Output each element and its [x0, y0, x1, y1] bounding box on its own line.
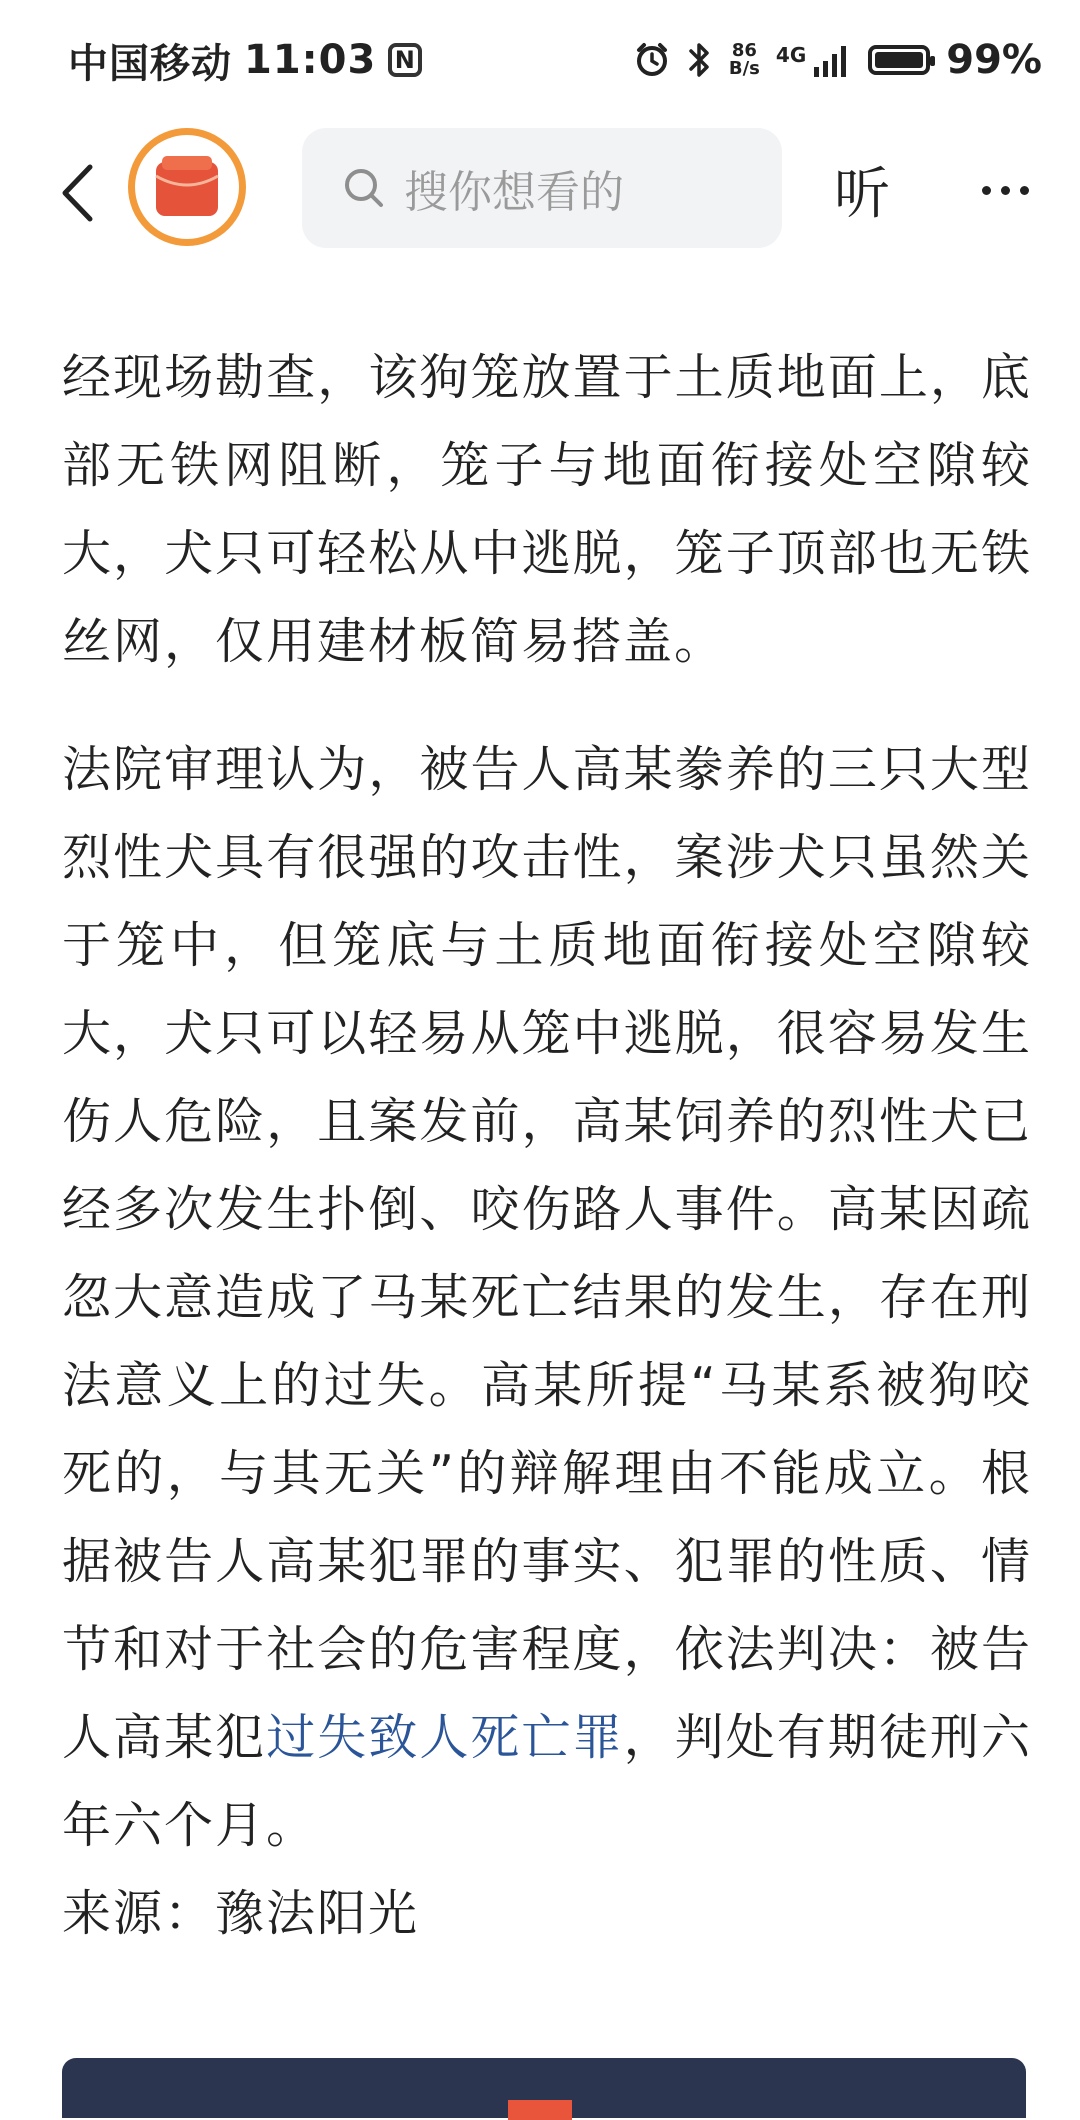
- article-paragraph: [62, 726, 1032, 1870]
- clock-time: 11:03: [244, 37, 377, 83]
- battery-icon: [868, 45, 930, 75]
- article-source: 来源：豫法阳光: [62, 1885, 420, 1942]
- card-tag: [508, 2100, 572, 2120]
- battery-percent: 99%: [946, 37, 1042, 83]
- crime-link[interactable]: 过失致人死亡罪: [266, 1709, 624, 1766]
- nfc-icon: N: [388, 43, 422, 77]
- listen-button[interactable]: 听: [834, 162, 890, 227]
- carrier-name: 中国移动: [68, 40, 232, 87]
- search-input[interactable]: [302, 128, 782, 248]
- status-left: [68, 32, 422, 89]
- search-icon: [342, 166, 386, 210]
- signal-icon: [776, 43, 852, 77]
- paragraph-text: 法院审理认为，被告人高某豢养的三只大型烈性犬具有很强的攻击性，案涉犬只虽然关于笼中，但笼底与土质地面衔接处空隙较大，犬只可以轻易从笼中逃脱，很容易发生伤人危险，且案发前，高某饲养的烈性犬已经多次发生扑倒、咬伤路人事件。高某因疏忽大意造成了马某死亡结果的发生，存在刑法意义上的过失。高某所提“马某系被狗咬死的，与其无关”的辩解理由不能成立。根据被告人高某犯罪的事实、犯罪的性质、情节和对于社会的危害程度，依法判决：被告人高某犯: [62, 741, 1032, 1766]
- network-speed-unit: B/s: [728, 58, 760, 79]
- alarm-icon: [633, 41, 671, 79]
- article-body: [62, 334, 1032, 1958]
- app-header: [0, 120, 1080, 260]
- account-avatar[interactable]: [128, 128, 246, 246]
- more-icon-dot: [1001, 186, 1010, 195]
- more-icon-dot: [982, 186, 991, 195]
- paragraph-end: ，判处有期徒刑六年六个月。: [62, 1709, 1032, 1854]
- more-icon-dot: [1020, 186, 1029, 195]
- status-bar: [0, 0, 1080, 120]
- battery-fill: [875, 52, 923, 68]
- bluetooth-icon: [687, 41, 713, 79]
- network-type: 4G: [775, 43, 807, 67]
- avatar-inner: [135, 135, 239, 239]
- back-button[interactable]: [52, 158, 102, 228]
- related-card[interactable]: [62, 2058, 1026, 2118]
- network-speed: [729, 42, 760, 78]
- back-icon: [60, 163, 94, 223]
- more-button[interactable]: [970, 160, 1040, 220]
- paragraph-spacer: [62, 686, 1032, 726]
- network-speed-value: 86: [731, 40, 757, 61]
- red-envelope-icon: [152, 154, 222, 220]
- article-paragraph: 经现场勘查，该狗笼放置于土质地面上，底部无铁网阻断，笼子与地面衔接处空隙较大，犬只可轻松从中逃脱，笼子顶部也无铁丝网，仅用建材板简易搭盖。: [62, 349, 1032, 670]
- search-placeholder: 搜你想看的: [404, 167, 624, 218]
- status-right: [633, 37, 1042, 83]
